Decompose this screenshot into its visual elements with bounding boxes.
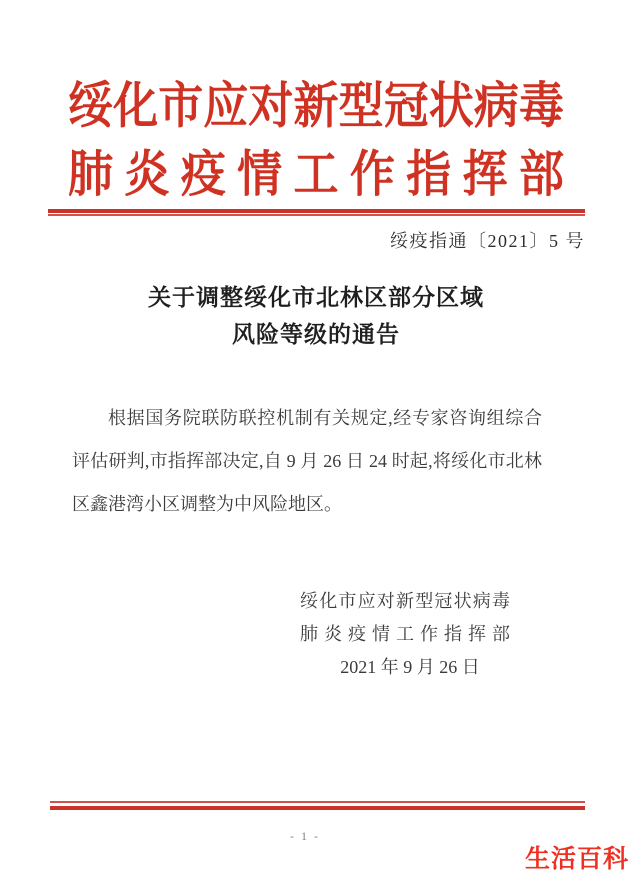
watermark-logo: 生活百科	[524, 845, 629, 873]
signature-date: 2021 年 9 月 26 日	[340, 657, 480, 677]
notice-title	[0, 279, 632, 353]
signature-org-line-1: 绥化市应对新型冠状病毒	[300, 591, 510, 611]
notice-title-line-2: 风险等级的通告	[232, 322, 400, 347]
red-separator-top	[48, 209, 585, 216]
signature-org-line-2: 肺炎疫情工作指挥部	[300, 624, 510, 644]
separator-thick-rule	[50, 806, 585, 810]
doc-number: 绥疫指通〔2021〕5 号	[390, 231, 585, 251]
separator-thin-rule	[48, 214, 585, 216]
red-separator-bottom	[50, 801, 585, 810]
notice-title-line-1: 关于调整绥化市北林区部分区域	[148, 285, 484, 310]
page-number: - 1 -	[290, 829, 320, 843]
signature-block	[300, 585, 510, 684]
letterhead-line-1: 绥化市应对新型冠状病毒	[68, 78, 564, 134]
body-paragraph: 根据国务院联防联控机制有关规定,经专家咨询组综合评估研判,市指挥部决定,自 9 月 26 日 24 时起,将绥化市北林区鑫港湾小区调整为中风险地区。	[72, 408, 542, 514]
letterhead-line-2: 肺炎疫情工作指挥部	[68, 146, 564, 202]
letterhead	[68, 72, 564, 208]
separator-thin-rule	[50, 801, 585, 803]
